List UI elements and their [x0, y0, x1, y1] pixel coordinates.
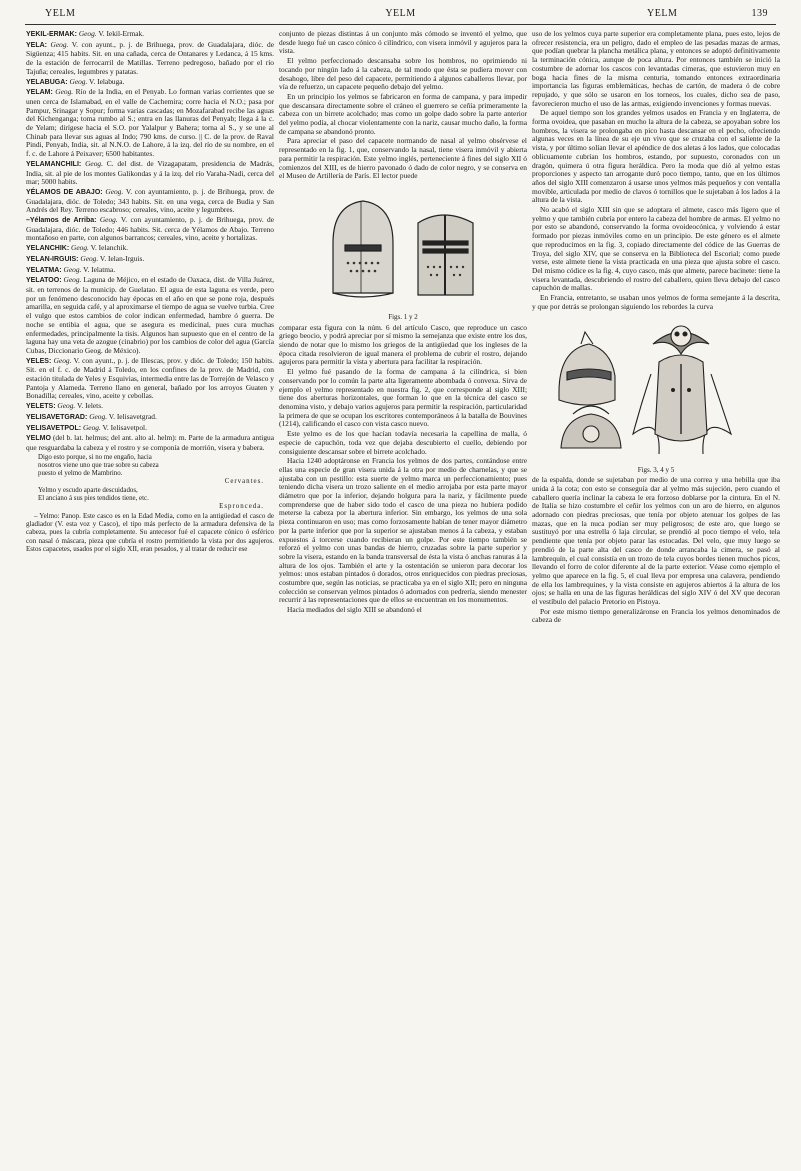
figure-caption: Figs. 3, 4 y 5	[637, 465, 675, 474]
running-header	[25, 8, 776, 25]
quotation-espronceda: Yelmo y escudo aparte descuidados, El anciano á sus pies tendidos tiene, etc. Espronceda.	[38, 486, 264, 510]
entry: YELETS: Geog. V. Ielets.	[26, 401, 103, 411]
helmet-figures-1-2	[303, 183, 503, 311]
paragraph: Para apreciar el paso del capacete normando de nasal al yelmo obsérvese el representado en la fig. 1, que, conservando la nasal, tiene visera inmóvil y abierta para permitir la respiración. Este yelmo inglés, perteneciente á fines del siglo XII ó comienzos del XIII, es de hierro pavonado ó dado de color negro, y se conserva en el Museo de Artillería de París. El lector puede	[279, 136, 527, 181]
entry: YELA: Geog. V. con ayunt., p. j. de Brihuega, prov. de Guadalajara, dióc. de Sigüenza; 415 habits. Sit. en una cañada, cerca de Ontanares y Ledanca, á 15 kms. de la estación de ferrocarril de Matillas. Terreno pedregoso, bañado por el río Tajuña; cereales, legumbres y patatas.	[26, 39, 274, 76]
paragraph: Hacia 1240 adoptáronse en Francia los yelmos de dos partes, contándose entre ellas una especie de gran visera unida á la otra por medio de charnelas, y que se ajustaba con un pestillo: esta suerte de yelmo marca un perfeccionamiento; pues teniendo dicha visera un trozo saliente en el medio arrojaba por esta parte mayor diámetro que por la inferior, dejando holgura para la nariz, y fácilmente puede comprenderse que de haber sido todo el casco de una pieza no hubiera podido meterse la cabeza por la abertura inferior. Sin embargo, los yelmos de una sola pieza continuaron en uso; mas como forzosamente habían de tener mayor diámetro por la parte inferior que por la superior se ajustaban menos á la cabeza, y estaban expuestos á torcerse cuando recibieran un golpe. Por este tiempo también se reforzó el yelmo con unas bandas de hierro, cruzadas sobre la parte superior y sobre la visera, estando en la banda transversal de ésta la vista ó anchas ranuras á la altura de los ojos. También el arte y la ostentación se unieron para decorar los yelmos: unos estaban pintados ó dorados, otros enriquecidos con piedras preciosas, costumbre que, según las noticias, se practicaba ya en el siglo XII; pero en ninguna colección se conservan yelmos pintados ó adornados con pedrería, siendo menester recurrir á las representaciones que de ellos se encuentran en los monumentos.	[279, 456, 527, 605]
entry: YELISAVETPOL: Geog. V. Ielisavetpol.	[26, 422, 147, 432]
entry-panoply: – Yelmo: Panop. Este casco es en la Edad Media, como en la antigüedad el casco de gladiador (V. esta voz y Casco), el tipo más perfecto de la armadura defensiva de la cabeza, pues la cubría completamente. Su antecesor fué el capacete cónico ó esférico con nasal ó máscara, pieza que cubría el rostro permitiendo la vista por dos agujeros. Estos capacetes, usados por el siglo XII, eran pesados, y al tratar de reducir ese	[26, 511, 274, 553]
paragraph: uso de los yelmos cuya parte superior era completamente plana, pues esto, lejos de ofrecer resistencia, era un peligro, dado el empleo de las pesadas mazas de armas, que podían quebrar la plancha metálica plana, y entonces se adoptó definitivamente la terminación cónica, aunque de poca altura. Por entonces también se inició la costumbre de adornar los cascos con levantadas cimeras, que estuvieron muy en boga hacia fines de la misma centuria, tomando entonces extraordinaria importancia las figuras emblemáticas, hechas de cartón, de madera ó de cobre repujado, y que sólo se usaron en los torneos, los cuales, dicho sea de paso, favorecieron mucho el uso de las armas, exigiendo invenciones y formas nuevas.	[532, 30, 780, 108]
paragraph: En Francia, entretanto, se usaban unos yelmos de forma semejante á la descrita, y que por detrás se prolongan siguiendo los rebordes la curva	[532, 293, 780, 311]
helmet-figure-5	[633, 326, 731, 454]
paragraph: Por este mismo tiempo generalizáronse en Francia los yelmos denominados de cabeza de	[532, 606, 780, 625]
entry: YELISAVETGRAD: Geog. V. Ielisavetgrad.	[26, 411, 157, 421]
entry: YÉLAMOS DE ABAJO: Geog. V. con ayuntamiento, p. j. de Brihuega, prov. de Guadalajara, dióc. de Toledo; 343 habits. Sit. en una vega, cerca de Budia y San Andrés del Rey. Terreno escabroso; cereales, vino, aceite y legumbres.	[26, 186, 274, 215]
helmet-figure-3	[559, 332, 615, 405]
entry: YELATOO: Geog. Laguna de Méjico, en el estado de Oaxaca, dist. de Villa Juárez, sit. en terrenos de la municip. de Guelatao. El agua de esta laguna es verde, pero por un fenómeno desconocido hay épocas en el año en que se pone roja, después amarilla, en seguida café, y al aproximarse el tiempo de agua se vuelve turbia. Cree el vulgo que estos cambios de color indican enfermedad, hambre ó guerra. De noche se entibia el agua, que se asegura es medicinal, pues cura muchas enfermedades, principalmente la tisis. Algunos han supuesto que en el centro de la laguna hay una veta de azogue (cinabrio) por los cambios de color del agua (García Cubas, Diccionario Geog. de México).	[26, 275, 274, 355]
helmet-figure-4	[561, 406, 621, 448]
helmet-figure-2	[418, 215, 473, 295]
entry: YELANCHIK: Geog. V. Ielanchik.	[26, 243, 129, 253]
page-number: 139	[751, 8, 768, 19]
entry: YELAM: Geog. Río de la India, en el Penyab. Lo forman varias corrientes que se unen cerca de Islamabad, en el valle de Cachemira; corre hacia el N.O.; pasa por Pampur, Srinagar y Sopur; forma varias cascadas; en Mozafarabad recibe las aguas del Kichenganga; toma rumbo al S.; entra en las llanuras del Penyab; llega á la c. de Yelam; dirígese hacia el S.O. por Yalalpur y Bahera; torna al S., y se une al Chinab para llevar sus aguas al Indo; 790 kms. de curso. || C. de la prov. de Raval Pindi, Penyab, India, sit. al N.N.O. de Lahore, á la izq. del río de su nombre, en el f. c. de Lahore á Peixaver; 6500 habitantes.	[26, 87, 274, 159]
quotation-cervantes: Digo esto porque, si no me engaño, hacia nosotros viene uno que trae sobre su cabeza puesto el yelmo de Mambrino. Cervantes.	[38, 453, 264, 485]
header-left-word: YELM	[45, 8, 76, 19]
entry: YELMO (del b. lat. helmus; del ant. alto al. helm): m. Parte de la armadura antigua que resguardaba la cabeza y el rostro y se componía de morrión, visera y babera.	[26, 433, 274, 452]
quotation-author: Cervantes.	[224, 477, 264, 485]
helmet-figures-3-4-5	[541, 314, 771, 464]
entry: YELES: Geog. V. con ayunt., p. j. de Illescas, prov. y dióc. de Toledo; 150 habits. Sit. en el f. c. de Madrid á Toledo, en los confines de la prov. de Madrid, con estación titulada de Yeles y Esquivias, intermedia entre las de Torrejón de Velasco y Pantoja y Alameda. Terreno llano en general, bañado por los arroyos Guaten y Bonadilla; cereales, vino, aceite y cebollas.	[26, 355, 274, 401]
paragraph: conjunto de piezas distintas á un conjunto más cómodo se inventó el yelmo, que desde luego fué un casco cónico ó cilíndrico, con visera inmóvil y agujeros para la vista.	[279, 30, 527, 56]
paragraph: comparar esta figura con la núm. 6 del artículo Casco, que reproduce un casco griego beocio, y podrá apreciar por sí mismo la semejanza que existe entre los dos, siendo de notar que lo mismo los griegos de la antigüedad que los ingleses de la época citada resolvieron de igual manera el problema de cubrir el rostro, dejando agujeros para permitir la vista y abertura para facilitar la respiración.	[279, 322, 527, 367]
paragraph: El yelmo perfeccionado descansaba sobre los hombros, no oprimiendo ni tocando por ningún lado á la cabeza, de tal modo que ésta se pudiera mover con desahogo, libre del peso del capacete, permitiendo á algunos caballeros llevar, por vía de refuerzo, un capacete pequeño debajo del yelmo.	[279, 56, 527, 92]
entry: YEKIL-ERMAK: Geog. V. Iekil-Ermak.	[26, 30, 145, 38]
column-2	[279, 30, 527, 1163]
figure-caption: Figs. 1 y 2	[388, 312, 418, 321]
header-center-word: YELM	[385, 8, 416, 19]
entry: YELABUGA: Geog. V. Ielabuga.	[26, 76, 125, 86]
paragraph: El yelmo fué pasando de la forma de campana á la cilíndrica, si bien conservando por lo común la parte alta ligeramente abombada ó convexa. Sirva de ejemplo el yelmo representado en nuestra fig. 2, que corresponde al siglo XIII; tiene dos aberturas horizontales, que forman lo que en la técnica del casco se denomina visto, y debajo varios agujeros para permitir la respiración, particularidad la primera de que se ocupan los escritores contemporáneos á la batalla de Bouvines (1214), calificando el casco con vista casco nuevo.	[279, 367, 527, 429]
paragraph: Este yelmo es de los que hacían todavía necesaria la capellina de malla, ó especie de capuchón, toda vez que dejaba descubierto el cuello, debiendo por consiguiente descansar sobre el birrete acolchado.	[279, 429, 527, 456]
paragraph: No acabó el siglo XIII sin que se adoptara el almete, casco más ligero que el yelmo y que también cubría por entero la cabeza del hombre de armas. El yelmo no por esto se abandonó, conservando la forma ovoideocónica, y volviendo á estar formado por piezas inmóviles como en un principio. De este género es el almete que reproducimos en la fig. 3, copiado directamente del códice de las Guerras de Troya, del siglo XIV, que se conserva en la Biblioteca del Escorial; como puede verse, este almete tiene la vista practicada en una pieza que ajusta sobre el casco. Del mismo códice es la fig. 4, cuyo casco, más que almete, parece bacinete: tiene la visera levantada, descubriendo el rostro del caballero, quien lleva debajo del casco capuchón de mallas.	[532, 205, 780, 293]
entry: –Yélamos de Arriba: Geog. V. con ayuntamiento, p. j. de Brihuega, prov. de Guadalajara, dióc. de Toledo; 446 habits. Sit. cerca de Yélamos de Abajo. Terreno montañoso en parte, con algunos barrancos; cereales, vino, aceite y hortalizas.	[26, 215, 274, 243]
column-1	[26, 30, 274, 1163]
paragraph: Hacia mediados del siglo XIII se abandonó el	[287, 605, 422, 615]
paragraph: En un principio los yelmos se fabricaron en forma de campana, y para impedir que descansara directamente sobre el cráneo el guerrero se ceñía primeramente la cabeza con un birrete acolchado; mas como un golpe dado sobre la parte anterior del yelmo podía, al chocar violentamente con la nariz, causar mucho daño, la forma de campana se abandonó pronto.	[279, 91, 527, 136]
paragraph: de la espalda, donde se sujetaban por medio de una correa y una hebilla que iba unida á la cota; con esto se conseguía dar al yelmo más sujeción, pero cuando el caballero quería inclinar la cabeza le era forzoso doblarse por la cintura. En el N. de Italia se hizo costumbre el ceñir los yelmos con un aro de hierro, en algunos adornado con piedras preciosas, que tenía por objeto atenuar los golpes de las mazas, que en la nuca podían ser muy peligrosos; de este aro, que luego se sustituyó por una estrella ó laja circular, se prendió al poco tiempo el velo, tela pendiente que tenía por objeto parar las estocadas. Del velo, que muy luego se prendió de la parte alta del casco de donde arrancaba la cimera, se pasó al lambrequín, el cual consistía en un trozo de tela cuyos bordes tienen muchos picos, llevando el forro de color diferente al de la parte exterior. Véase como ejemplo el yelmo que aparece en la fig. 5, el cual lleva por empresa una calavera, pendiendo de ella los lambrequines, y la vista consiste en agujeros abiertos á la altura de los ojos; se halla en una de las figuras heráldicas del siglo XIV ó del XV que decoran el vestíbulo del palacio Pretorio en Pistoya.	[532, 475, 780, 607]
entry: YELAN-IRGUIS: Geog. V. Ielan-Irguis.	[26, 253, 145, 263]
entry: YELAMANCHILI: Geog. C. del dist. de Vizagapatam, presidencia de Madrás, India, sit. al pie de los montes Galikondas y á la izq. del río Varaha-Nadi, cerca del mar; 5000 habits.	[26, 158, 274, 187]
entry: YELATMA: Geog. V. Ielatma.	[26, 264, 116, 274]
helmet-figure-1	[333, 201, 393, 297]
header-right-word: YELM	[647, 8, 678, 19]
column-3	[532, 30, 780, 1163]
paragraph: De aquel tiempo son los grandes yelmos usados en Francia y en Inglaterra, de forma ovoidea, que pasaban en mucho la altura de la cabeza, se apoyaban sobre los hombros, la visera se prolongaba en pico hasta descansar en el pecho, ofreciendo algunas veces en la línea de su eje un vivo que se cruzaba con el saliente de la vista, y por último solían llevar el apéndice de dos aletas á los lados, que colocadas oblicuamente cubrían los hombros, estando, por supuesto, coronados con un dragón, quimera ú otra figura heráldica. Pero la moda que dió al yelmo estas proporciones y aspecto tan arrogante duró poco tiempo, tanto, que en los últimos años del siglo XIII comenzaron á usarse unos yelmos más pequeños y con ventalla movible, articulada por medio de clavos ó tornillos que le sujetaban á los lados á la altura de la vista.	[532, 108, 780, 205]
quotation-author: Espronceda.	[219, 502, 264, 510]
